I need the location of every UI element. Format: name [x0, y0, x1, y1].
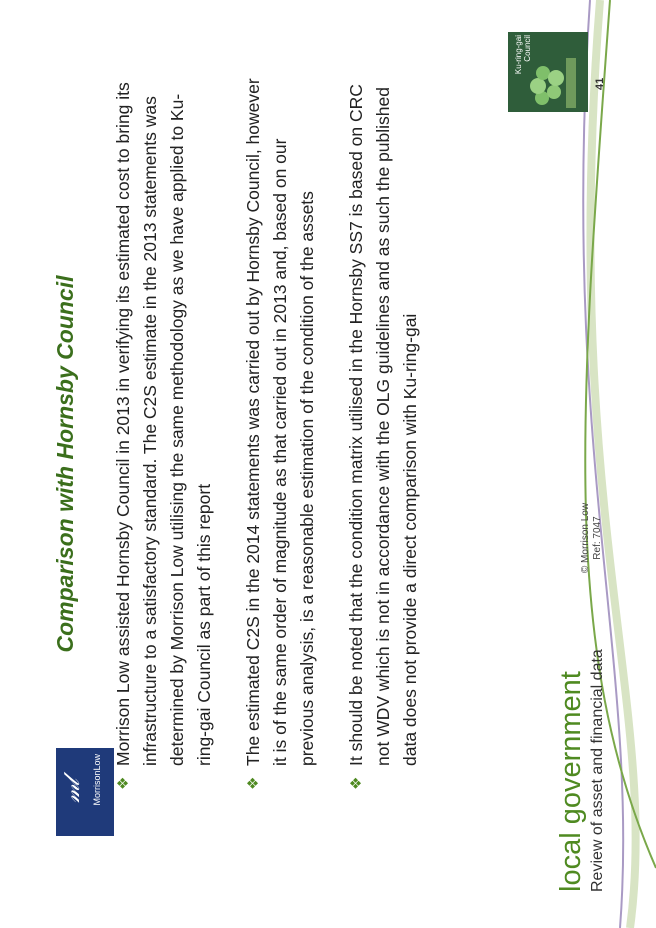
ku-ring-gai-council-logo [508, 32, 588, 112]
tree-icon [526, 58, 576, 108]
bullet-list [110, 72, 446, 790]
ml-mark-icon: 𝓂𝓁 [60, 781, 85, 803]
logo-left-text: MorrisonLow [92, 754, 102, 806]
footer-subtitle: Review of asset and financial data [589, 649, 606, 892]
council-name-line1: Ku-ring-gai [514, 35, 523, 75]
council-name-line2: Council [523, 35, 532, 62]
bullet-text: The estimated C2S in the 2014 statements was carried out by Hornsby Council, however it is of the same order of magnitude as that carried out in 2013 and, based on our previous analysis, is a reasonable estimation of the condition of the assets [243, 78, 317, 766]
bullet-marker-icon: ❖ [348, 776, 365, 790]
council-name [514, 35, 532, 74]
copyright-line: © Morrison Low [580, 502, 591, 574]
bullet-marker-icon: ❖ [115, 776, 132, 790]
reference-line: Ref: 7047 [592, 516, 603, 560]
bullet-marker-icon: ❖ [245, 776, 262, 790]
bullet-text: Morrison Low assisted Hornsby Council in 2013 in verifying its estimated cost to bring its infrastructure to a satisfactory standard. The C2S estimate in the 2013 statements was determined by Morrison Low utilising the same methodology as we have applied to Ku-ring-gai Council as part of this report [113, 82, 214, 766]
copyright [580, 458, 604, 618]
footer-brand [556, 649, 608, 892]
brand-line: local government [555, 671, 587, 892]
page-number: 41 [594, 77, 606, 90]
list-item [110, 72, 218, 790]
list-item [240, 72, 321, 790]
page-title: Comparison with Hornsby Council [52, 275, 78, 653]
bullet-text: It should be noted that the condition matrix utilised in the Hornsby SS7 is based on CRC not WDV which is not in accordance with the OLG guidelines and as such the published data does not provide a direct comparison with Ku-ring-gai [346, 84, 420, 766]
list-item [343, 72, 424, 790]
